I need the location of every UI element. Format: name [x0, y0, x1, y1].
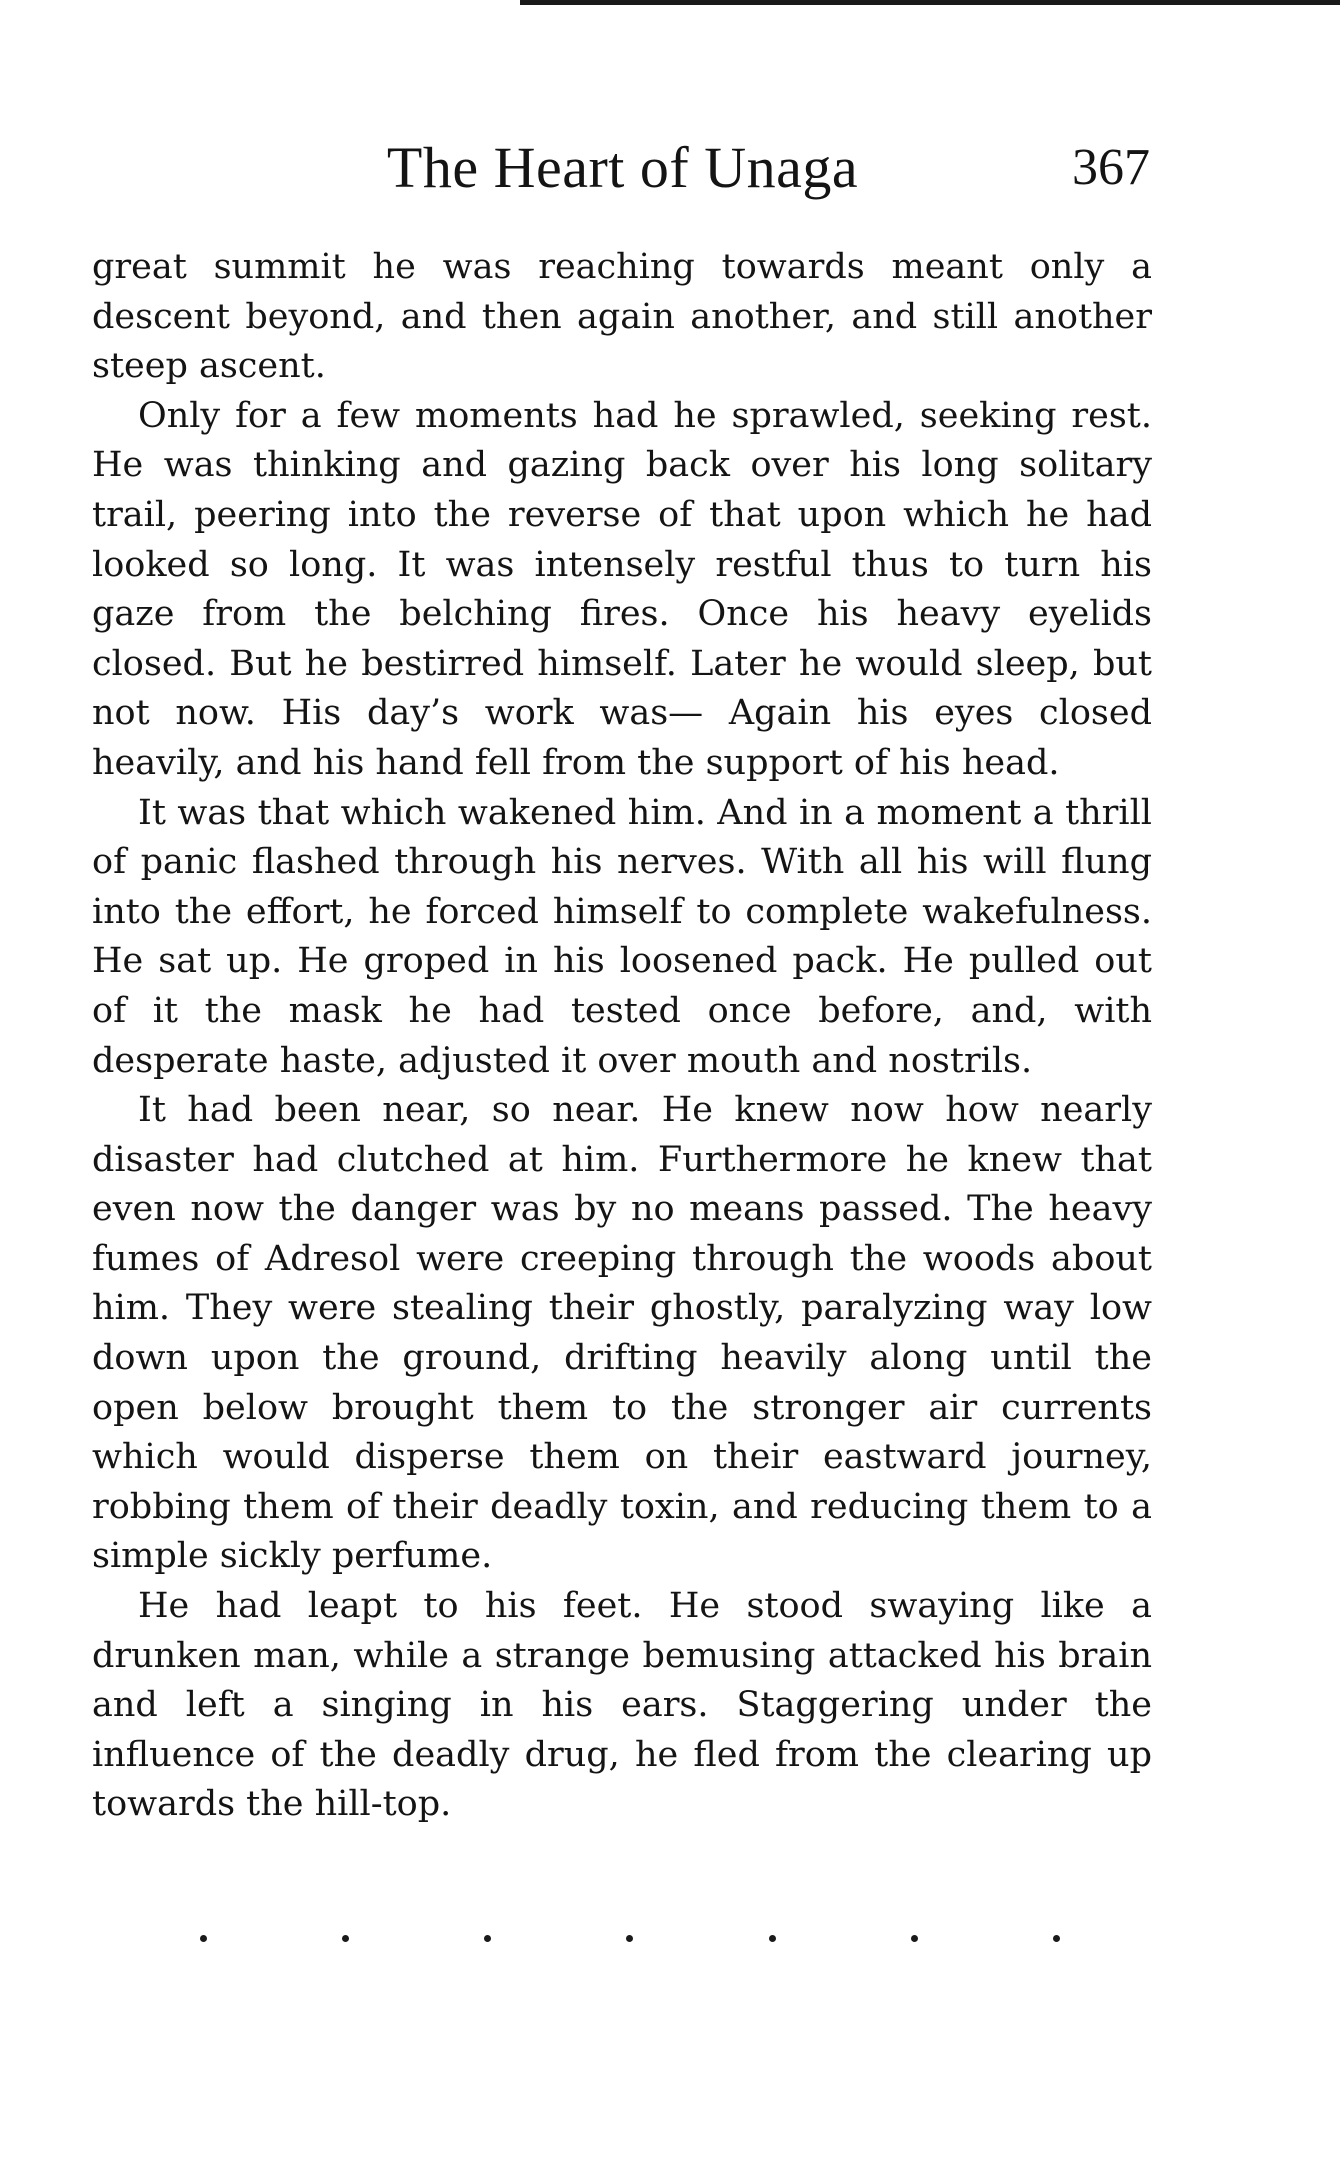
- paragraph: It had been near, so near. He knew now how nearly disaster had clutched at him. Furthermore he knew that even now the danger was by no means passed. The heavy fumes of Adresol were creeping through the woods about him. They were stealing their ghostly, paralyzing way low down upon the ground, drifting heavily along until the open below brought them to the stronger air currents which would disperse them on their eastward journey, robbing them of their deadly toxin, and reducing them to a simple sickly perfume.: [92, 1090, 1152, 1577]
- paragraph: He had leapt to his feet. He stood swaying like a drunken man, while a strange bemusing attacked his brain and left a singing in his ears. Staggering under the influence of the deadly drug, he fled from the clearing up towards the hill-top.: [92, 1586, 1152, 1825]
- section-break-dot: [769, 1935, 776, 1942]
- paragraph-continued: great summit he was reaching towards meant only a descent beyond, and then again another, and still another steep ascent.: [92, 247, 1152, 387]
- section-break-dot: [200, 1935, 207, 1942]
- running-title: The Heart of Unaga: [386, 135, 859, 200]
- section-break-dot: [342, 1935, 349, 1942]
- section-break-dot: [626, 1935, 633, 1942]
- page-number: 367: [1072, 139, 1150, 196]
- paragraph: Only for a few moments had he sprawled, seeking rest. He was thinking and gazing back over his long solitary trail, peering into the reverse of that upon which he had looked so long. It was intensely restful thus to turn his gaze from the belching fires. Once his heavy eyelids closed. But he bestirred himself. Later he would sleep, but not now. His day’s work was— Again his eyes closed heavily, and his hand fell from the support of his head.: [92, 395, 1152, 783]
- section-break-dot: [911, 1935, 918, 1942]
- body-text: [92, 243, 1152, 1830]
- section-break-dot: [484, 1935, 491, 1942]
- section-break: [200, 1935, 1060, 1942]
- top-rule: [520, 0, 1340, 5]
- paragraph: It was that which wakened him. And in a moment a thrill of panic flashed through his nerves. With all his will flung into the effort, he forced himself to complete wakefulness. He sat up. He groped in his loosened pack. He pulled out of it the mask he had tested once before, and, with desperate haste, adjusted it over mouth and nostrils.: [92, 792, 1152, 1081]
- section-break-dot: [1053, 1935, 1060, 1942]
- page-header: [95, 128, 1150, 208]
